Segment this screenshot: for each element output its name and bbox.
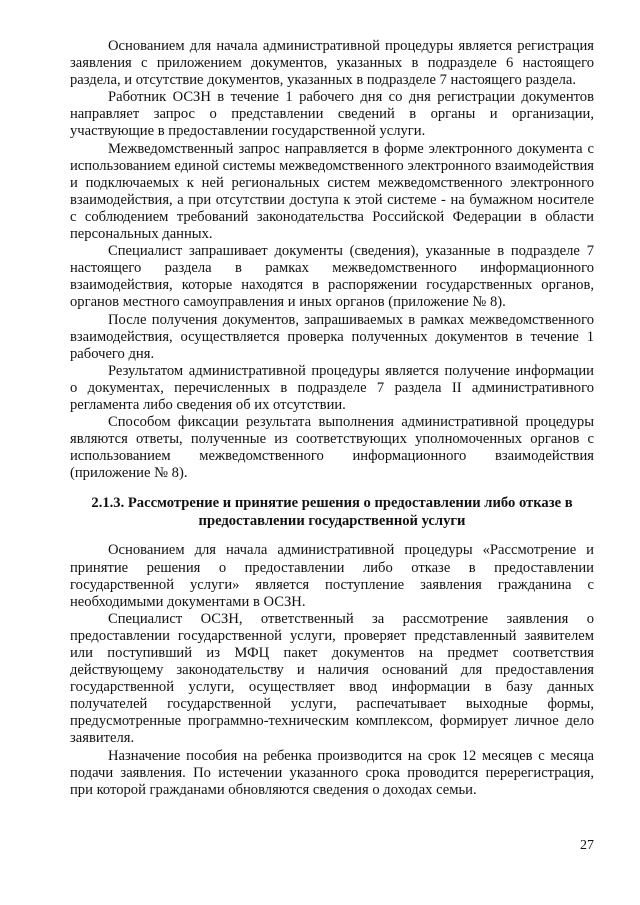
paragraph: Работник ОСЗН в течение 1 рабочего дня со дня регистрации документов направляет запрос о представлении сведений в органы и организации, участвующие в предоставлении государственной услуги.	[70, 89, 594, 140]
document-page	[70, 38, 594, 799]
paragraph: После получения документов, запрашиваемых в рамках межведомственного взаимодействия, осуществляется проверка полученных документов в течение 1 рабочего дня.	[70, 311, 594, 362]
paragraph: Межведомственный запрос направляется в форме электронного документа с использованием единой системы межведомственного электронного взаимодействия и подключаемых к ней региональных систем межведомственного электронного взаимодействия, а при отсутствии доступа к этой системе - на бумажном носителе с соблюдением требований законодательства Российской Федерации в области персональных данных.	[70, 140, 594, 243]
paragraph: Основанием для начала административной процедуры является регистрация заявления с приложением документов, указанных в подразделе 6 настоящего раздела, и отсутствие документов, указанных в подразделе 7 настоящего раздела.	[70, 38, 594, 89]
paragraph: Способом фиксации результата выполнения административной процедуры являются ответы, полученные из соответствующих уполномоченных органов с использованием межведомственного информационного взаимодействия (приложение № 8).	[70, 414, 594, 482]
page-number: 27	[580, 838, 594, 853]
paragraph: Основанием для начала административной процедуры «Рассмотрение и принятие решения о предоставлении либо отказе в предоставлении государственной услуги» является поступление заявления гражданина с необходимыми документами в ОСЗН.	[70, 542, 594, 610]
paragraph: Специалист запрашивает документы (сведения), указанные в подразделе 7 настоящего раздела в рамках межведомственного информационного взаимодействия, которые находятся в распоряжении государственных органов, органов местного самоуправления и иных органов (приложение № 8).	[70, 243, 594, 311]
paragraph: Результатом административной процедуры является получение информации о документах, перечисленных в подразделе 7 раздела II административного регламента либо сведения об их отсутствии.	[70, 362, 594, 413]
paragraph: Специалист ОСЗН, ответственный за рассмотрение заявления о предоставлении государственной услуги, проверяет представленный заявителем или поступивший из МФЦ пакет документов на предмет соответствия действующему законодательству и наличия оснований для предоставления государственной услуги, осуществляет ввод информации в базу данных получателей государственной услуги, распечатывает выходные формы, предусмотренные программно-техническим комплексом, формирует личное дело заявителя.	[70, 610, 594, 747]
paragraph: Назначение пособия на ребенка производится на срок 12 месяцев с месяца подачи заявления. По истечении указанного срока проводится перерегистрация, при которой гражданами обновляются сведения о доходах семьи.	[70, 747, 594, 798]
section-heading: 2.1.3. Рассмотрение и принятие решения о предоставлении либо отказе в предоставлении государственной услуги	[91, 495, 573, 530]
